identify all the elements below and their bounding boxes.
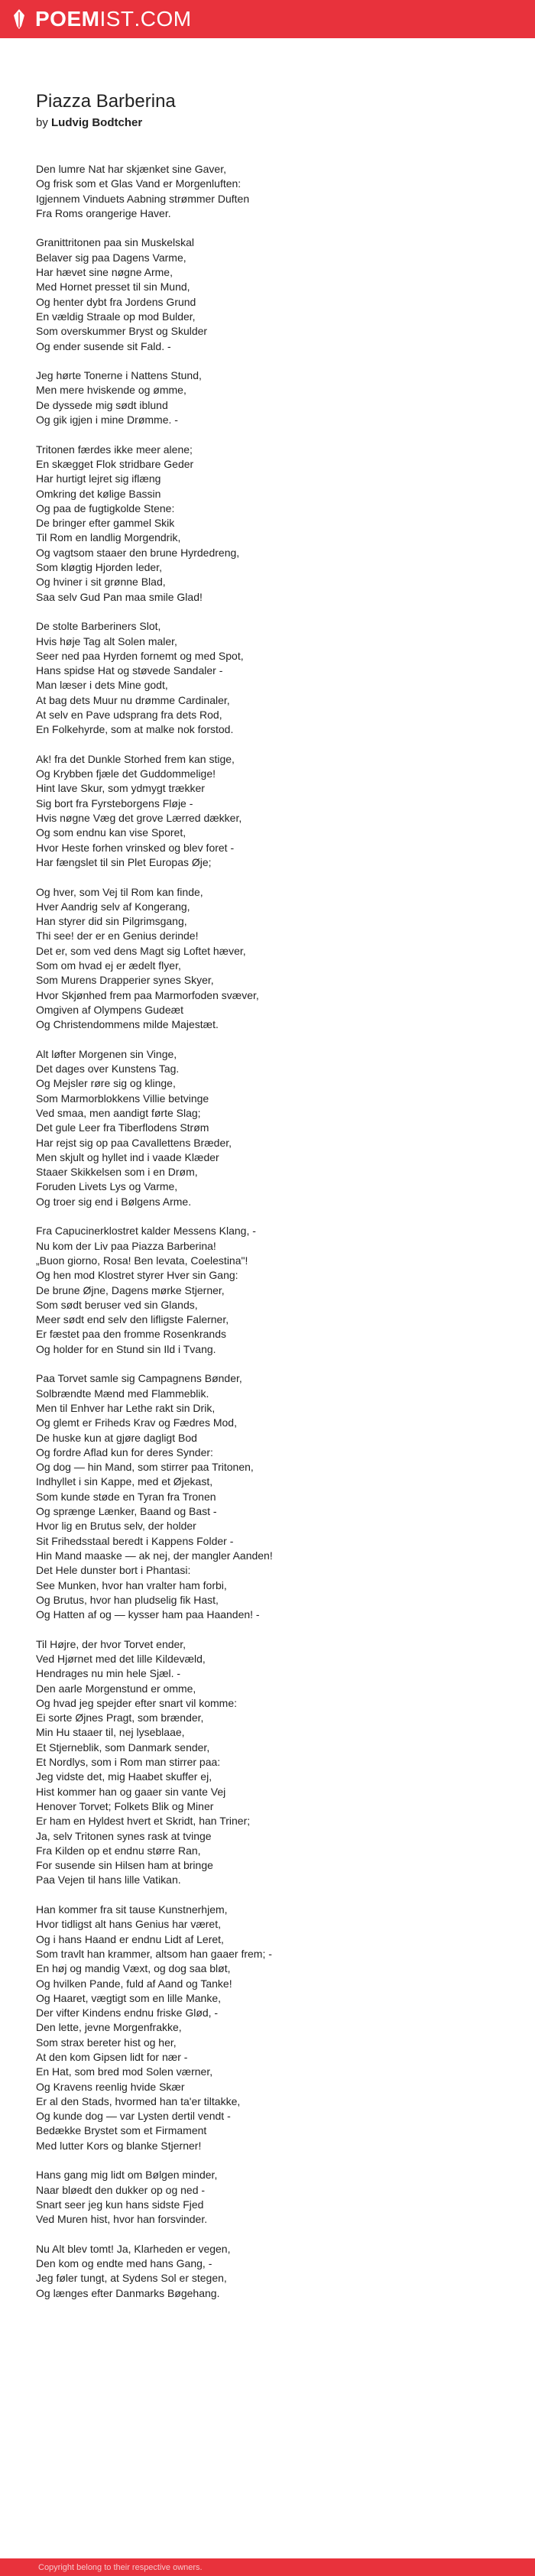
poem-line: Og troer sig end i Bølgens Arme.	[36, 1195, 192, 1208]
poem-line: En Folkehyrde, som at malke nok forstod.	[36, 723, 234, 736]
poem-line: Ved Hjørnet med det lille Kildevæld,	[36, 1652, 206, 1665]
poem-line: Det er, som ved dens Magt sig Loftet hæver,	[36, 944, 246, 957]
footer	[0, 2558, 535, 2576]
poem-line: Hin Mand maaske — ak nej, der mangler Aanden!	[36, 1549, 273, 1562]
poem-line: Er fæstet paa den fromme Rosenkrands	[36, 1328, 227, 1341]
poem-line: Og holder for en Stund sin Ild i Tvang.	[36, 1342, 216, 1355]
poem-line: At den kom Gipsen lidt for nær -	[36, 2051, 188, 2063]
poem-line: Har fængslet til sin Plet Europas Øje;	[36, 855, 212, 868]
stanza	[36, 162, 510, 221]
poem-line: De brune Øjne, Dagens mørke Stjerner,	[36, 1283, 225, 1296]
poem-line: Et Nordlys, som i Rom man stirrer paa:	[36, 1756, 221, 1769]
poem-line: Igjennem Vinduets Aabning strømmer Duften	[36, 192, 250, 205]
poem-line: Nu kom der Liv paa Piazza Barberina!	[36, 1239, 216, 1252]
poem-line: Og Kravens reenlig hvide Skær	[36, 2080, 185, 2093]
poem-line: Det Hele dunster bort i Phantasi:	[36, 1564, 191, 1577]
poem-line: Meer sødt end selv den lifligste Falerner,	[36, 1313, 229, 1326]
poem-line: Paa Torvet samle sig Campagnens Bønder,	[36, 1372, 242, 1385]
poem-line: En Hat, som bred mod Solen værner,	[36, 2065, 213, 2078]
poem-line: Ved Muren hist, hvor han forsvinder.	[36, 2213, 208, 2226]
poem-line: Som sødt beruser ved sin Glands,	[36, 1298, 198, 1311]
poem-line: Ved smaa, men aandigt førte Slag;	[36, 1107, 201, 1119]
poem-line: Et Stjerneblik, som Danmark sender,	[36, 1741, 210, 1754]
poem-line: Den kom og endte med hans Gang, -	[36, 2257, 212, 2270]
poem-line: Er ham en Hyldest hvert et Skridt, han Triner;	[36, 1815, 251, 1828]
poem-line: En skægget Flok stridbare Geder	[36, 457, 194, 470]
poem-line: Sit Frihedsstaal beredt i Kappens Folder -	[36, 1534, 234, 1547]
poem-line: Med Hornet presset til sin Mund,	[36, 281, 190, 294]
poem-line: Og dog — hin Mand, som stirrer paa Tritonen,	[36, 1461, 254, 1474]
poem-line: Og Brutus, hvor han pludselig fik Hast,	[36, 1593, 219, 1606]
logo-text-bold: POEM	[35, 7, 100, 31]
poem-line: Og hver, som Vej til Rom kan finde,	[36, 885, 203, 898]
stanza	[36, 368, 510, 427]
poem-line: Det dages over Kunstens Tag.	[36, 1063, 180, 1075]
stanza	[36, 1224, 510, 1357]
poem-line: Thi see! der er en Genius derinde!	[36, 930, 199, 942]
poem-content	[36, 90, 510, 2315]
poem-line: Saa selv Gud Pan maa smile Glad!	[36, 590, 203, 603]
poem-line: En høj og mandig Væxt, og dog saa bløt,	[36, 1962, 231, 1975]
poem-line: Hendrages nu min hele Sjæl. -	[36, 1667, 181, 1680]
poem-line: Og frisk som et Glas Vand er Morgenluften:	[36, 177, 242, 190]
poem-line: See Munken, hvor han vralter ham forbi,	[36, 1578, 227, 1591]
poem-line: Indhyllet i sin Kappe, med et Øjekast,	[36, 1475, 213, 1488]
poem-line: Sig bort fra Fyrsteborgens Fløje -	[36, 796, 193, 809]
poem-line: Henover Torvet; Folkets Blik og Miner	[36, 1799, 214, 1812]
poem-line: Og hen mod Klostret styrer Hver sin Gang:	[36, 1269, 238, 1282]
logo-text-suffix: .COM	[134, 7, 192, 31]
stanza	[36, 1637, 510, 1888]
poem-line: Omgiven af Olympens Gudeæt	[36, 1003, 183, 1016]
poem-line: Snart seer jeg kun hans sidste Fjed	[36, 2198, 204, 2211]
poem-line: Hvis høje Tag alt Solen maler,	[36, 634, 177, 647]
poem-line: Har hævet sine nøgne Arme,	[36, 266, 173, 279]
poem-line: Man læser i dets Mine godt,	[36, 679, 168, 692]
stanza	[36, 885, 510, 1033]
copyright-text: Copyright belong to their respective owners.	[38, 2563, 203, 2572]
poem-line: Jeg hørte Tonerne i Nattens Stund,	[36, 369, 202, 382]
poem-line: Han styrer did sin Pilgrimsgang,	[36, 915, 187, 928]
poem-line: Fra Capucinerklostret kalder Messens Klang, -	[36, 1225, 256, 1238]
poem-line: Fra Roms orangerige Haver.	[36, 206, 171, 219]
stanza	[36, 2242, 510, 2301]
poem-line: Og glemt er Friheds Krav og Fædres Mod,	[36, 1416, 237, 1429]
poem-line: Bedække Brystet som et Firmament	[36, 2124, 207, 2137]
stanza	[36, 752, 510, 870]
poem-line: Er al den Stads, hvormed han ta'er tiltakke,	[36, 2094, 241, 2107]
poem-line: Min Hu staaer til, nej lyseblaae,	[36, 1726, 185, 1739]
poem-line: En vældig Straale op mod Bulder,	[36, 310, 196, 323]
poem-line: Ja, selv Tritonen synes rask at tvinge	[36, 1829, 212, 1842]
poem-line: Som om hvad ej er ædelt flyer,	[36, 959, 181, 972]
poem-line: Og hviner i sit grønne Blad,	[36, 576, 166, 589]
poem-line: Og Haaret, vægtigt som en lille Manke,	[36, 1991, 221, 2004]
poem-line: Og vagtsom staaer den brune Hyrdedreng,	[36, 546, 240, 559]
poem-line: Og paa de fugtigkolde Stene:	[36, 501, 175, 514]
poem-line: Og Mejsler røre sig og klinge,	[36, 1077, 176, 1090]
poem-line: At bag dets Muur nu drømme Cardinaler,	[36, 693, 230, 706]
author-link[interactable]: Ludvig Bodtcher	[51, 116, 143, 129]
poem-line: Med lutter Kors og blanke Stjerner!	[36, 2139, 202, 2152]
poem-line: Den aarle Morgenstund er omme,	[36, 1682, 196, 1695]
byline	[36, 115, 510, 131]
poem-line: Tritonen færdes ikke meer alene;	[36, 443, 193, 456]
poem-line: Solbrændte Mænd med Flammeblik.	[36, 1387, 209, 1400]
poem-line: Hvis nøgne Væg det grove Lærred dækker,	[36, 812, 242, 825]
poem-line: Ak! fra det Dunkle Storhed frem kan stige,	[36, 752, 235, 765]
poem-line: Hvor Heste forhen vrinsked og blev foret -	[36, 841, 235, 854]
poem-line: Hvor Skjønhed frem paa Marmorfoden svæver,	[36, 988, 259, 1001]
poem-line: De bringer efter gammel Skik	[36, 517, 175, 530]
poem-line: Og hvilken Pande, fuld af Aand og Tanke!	[36, 1977, 232, 1990]
stanza	[36, 1903, 510, 2153]
poem-line: Hans gang mig lidt om Bølgen minder,	[36, 2169, 218, 2182]
poem-line: Og Christendommens milde Majestæt.	[36, 1018, 219, 1031]
poem-line: Belaver sig paa Dagens Varme,	[36, 251, 186, 264]
poem-line: At selv en Pave udsprang fra dets Rod,	[36, 708, 222, 721]
byline-prefix: by	[36, 116, 48, 129]
poem-line: De huske kun at gjøre dagligt Bod	[36, 1431, 197, 1444]
poem-line: Som overskummer Bryst og Skulder	[36, 325, 208, 338]
poem-line: De stolte Barberiners Slot,	[36, 620, 161, 633]
poem-line: Som kunde støde en Tyran fra Tronen	[36, 1490, 216, 1503]
poem-line: Foruden Livets Lys og Varme,	[36, 1180, 178, 1193]
poem-line: Jeg vidste det, mig Haabet skuffer ej,	[36, 1770, 212, 1783]
poem-line: Og hvad jeg spejder efter snart vil komme:	[36, 1696, 238, 1709]
poem-line: Omkring det kølige Bassin	[36, 487, 161, 500]
poem-line: Fra Kilden op et endnu større Ran,	[36, 1844, 201, 1857]
poem-line: Hvor lig en Brutus selv, der holder	[36, 1520, 196, 1533]
poem-line: Til Rom en landlig Morgendrik,	[36, 531, 181, 544]
stanza	[36, 443, 510, 605]
poem-line: Som strax bereter hist og her,	[36, 2036, 177, 2049]
poem-line: Hans spidse Hat og støvede Sandaler -	[36, 664, 223, 677]
poem-line: Den lette, jevne Morgenfrakke,	[36, 2021, 182, 2034]
poem-line: Paa Vejen til hans lille Vatikan.	[36, 1874, 181, 1887]
stanza	[36, 1371, 510, 1622]
poem-line: Og i hans Haand er endnu Lidt af Leret,	[36, 1932, 224, 1945]
poem-line: Staaer Skikkelsen som i en Drøm,	[36, 1166, 198, 1179]
poem-line: Seer ned paa Hyrden fornemt og med Spot,	[36, 649, 244, 662]
poem-line: For susende sin Hilsen ham at bringe	[36, 1859, 213, 1872]
poem-line: Til Højre, der hvor Torvet ender,	[36, 1637, 186, 1650]
poem-line: Har hurtigt lejret sig iflæng	[36, 472, 161, 485]
poem-title: Piazza Barberina	[36, 91, 176, 112]
poem-line: Granittritonen paa sin Muskelskal	[36, 236, 194, 249]
poem-line: Hvor tidligst alt hans Genius har været,	[36, 1918, 221, 1931]
poem-line: Og kunde dog — var Lysten dertil vendt -	[36, 2110, 231, 2123]
poem-line: Og sprænge Lænker, Baand og Bast -	[36, 1505, 217, 1518]
poem-line: Som Murens Drapperier synes Skyer,	[36, 974, 214, 987]
poem-line: Alt løfter Morgenen sin Vinge,	[36, 1047, 177, 1060]
stanza	[36, 2168, 510, 2227]
poem-line: Og henter dybt fra Jordens Grund	[36, 295, 196, 308]
poem-line: Hist kommer han og gaaer sin vante Vej	[36, 1785, 226, 1798]
poem-line: Den lumre Nat har skjænket sine Gaver,	[36, 163, 226, 175]
stanza	[36, 1047, 510, 1209]
poem-line: Og ender susende sit Fald. -	[36, 339, 171, 352]
poem-line: De dyssede mig sødt iblund	[36, 398, 168, 411]
poem-line: Men til Enhver har Lethe rakt sin Drik,	[36, 1401, 216, 1414]
poem-line: Og fordre Aflad kun for deres Synder:	[36, 1445, 213, 1458]
site-logo[interactable]	[14, 7, 192, 31]
poem-line: Men skjult og hyllet ind i vaade Klæder	[36, 1150, 219, 1163]
poem-line: Og Krybben fjæle det Guddommelige!	[36, 767, 216, 780]
stanza	[36, 619, 510, 737]
poem-line: Og gik igjen i mine Drømme. -	[36, 414, 178, 427]
poem-line: Han kommer fra sit tause Kunstnerhjem,	[36, 1903, 228, 1916]
poem-line: Som travlt han krammer, altsom han gaaer frem; -	[36, 1947, 272, 1960]
quill-logo-icon	[14, 9, 24, 29]
poem-line: Som kløgtig Hjorden leder,	[36, 561, 162, 574]
poem-line: Hint lave Skur, som ydmygt trækker	[36, 782, 205, 795]
poem-line: Og som endnu kan vise Sporet,	[36, 826, 186, 839]
poem-line: Og længes efter Danmarks Bøgehang.	[36, 2286, 220, 2299]
poem-line: Hver Aandrig selv af Kongerang,	[36, 900, 190, 913]
top-bar	[0, 0, 535, 38]
poem-line: Der vifter Kindens endnu friske Glød, -	[36, 2007, 219, 2020]
logo-text-thin: IST	[99, 7, 135, 31]
poem-line: Men mere hviskende og ømme,	[36, 384, 186, 397]
poem-line: Naar bløedt den dukker op og ned -	[36, 2183, 206, 2196]
poem-line: Jeg føler tungt, at Sydens Sol er stegen,	[36, 2272, 227, 2285]
stanza	[36, 235, 510, 353]
poem-line: „Buon giorno, Rosa! Ben levata, Coelestina"!	[36, 1254, 248, 1267]
poem-line: Ei sorte Øjnes Pragt, som brænder,	[36, 1711, 204, 1724]
poem-body	[36, 162, 510, 2301]
poem-line: Som Marmorblokkens Villie betvinge	[36, 1092, 209, 1105]
poem-line: Og Hatten af og — kysser ham paa Haanden! -	[36, 1608, 260, 1621]
poem-line: Har rejst sig op paa Cavallettens Bræder,	[36, 1136, 232, 1149]
poem-line: Det gule Leer fra Tiberflodens Strøm	[36, 1121, 209, 1134]
poem-line: Nu Alt blev tomt! Ja, Klarheden er vegen,	[36, 2242, 231, 2255]
